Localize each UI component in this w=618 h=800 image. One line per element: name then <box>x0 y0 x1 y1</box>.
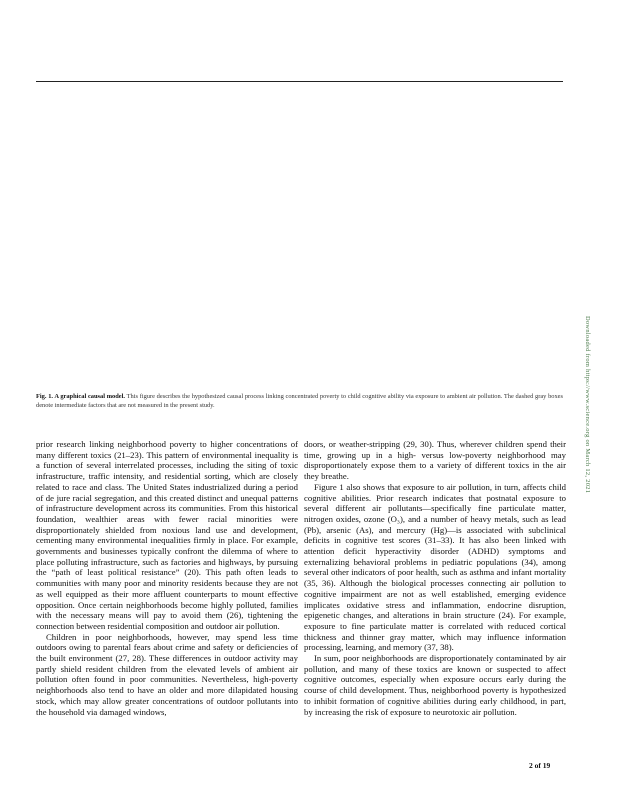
paragraph: In sum, poor neighborhoods are disproportionately contaminated by air pollution, and many of these toxics are known or suspected to affect cognitive outcomes, especially when exposure occurs early during the course of child development. Thus, neighborhood poverty is hypothesized to inhibit formation of cognitive abilities during early childhood, in part, by increasing the risk of exposure to neurotoxic air pollution. <box>304 653 566 717</box>
paragraph: doors, or weather-stripping (29, 30). Thus, wherever children spend their time, growing up in a high- versus low-poverty neighborhood may disproportionately expose them to a variety of different toxics in the air they breathe. <box>304 439 566 482</box>
left-column <box>36 439 298 717</box>
paragraph: Children in poor neighborhoods, however, may spend less time outdoors owing to parental fears about crime and safety or deficiencies of the built environment (27, 28). These differences in outdoor activity may partly shield resident children from the elevated levels of ambient air pollution often found in poor communities. Nevertheless, high-poverty neighborhoods also tend to have an older and more dilapidated housing stock, which may allow greater concentrations of outdoor pollutants into the household via damaged windows, <box>36 631 298 717</box>
paragraph: prior research linking neighborhood poverty to higher concentrations of many different toxics (21–23). This pattern of environmental inequality is a function of several interrelated processes, including the siting of toxic infrastructure, traffic intensity, and residential sorting, which are closely related to race and class. The United States industrialized during a period of de jure racial segregation, and this created distinct and unequal patterns of infrastructure development across its communities. From this historical foundation, wealthier areas with fewer racial minorities were disproportionately shielded from noxious land use and development, cementing many environmental inequalities firmly in place. For example, governments and businesses typically confront the dilemma of where to place polluting infrastructure, such as factories and highways, by pursuing the “path of least political resistance” (20). This path often leads to communities with many poor and minority residents because they are not as well equipped as their more affluent counterparts to mount effective opposition. Once certain neighborhoods become highly polluted, families with the necessary means will pay to avoid them (26), tightening the connection between residential composition and outdoor air pollution. <box>36 439 298 631</box>
caption-text: This figure describes the hypothesized causal process linking concentrated poverty to child cognitive ability via exposure to ambient air pollution. The dashed gray boxes denote intermediate factors that are not measured in the present study. <box>36 393 563 409</box>
right-column <box>304 439 566 717</box>
download-side-note[interactable]: Downloaded from https://www.science.org on March 12, 2021 <box>584 316 591 494</box>
figure-caption <box>36 392 563 410</box>
paragraph: Figure 1 also shows that exposure to air pollution, in turn, affects child cognitive abilities. Prior research indicates that postnatal exposure to several different air pollutants—specifically fine particulate matter, nitrogen oxides, ozone (O₃), and a number of heavy metals, such as lead (Pb), arsenic (As), and mercury (Hg)—is associated with subclinical deficits in cognitive test scores (31–33). It has also been linked with attention deficit hyperactivity disorder (ADHD) symptoms and externalizing behavioral problems in pediatric populations (34), among several other indicators of poor health, such as asthma and infant mortality (35, 36). Although the biological processes connecting air pollution to cognitive impairment are not as well established, emerging evidence implicates oxidative stress and inflammation, endocrine disruption, epigenetic changes, and alterations in brain structure (24). For example, exposure to fine particulate matter is correlated with reduced cortical thickness and thinner gray matter, which may influence information processing, learning, and memory (37, 38). <box>304 481 566 653</box>
top-rule <box>36 81 563 82</box>
caption-label: Fig. 1. A graphical causal model. <box>36 393 126 400</box>
page-number: 2 of 19 <box>529 761 551 770</box>
figure-area <box>36 86 563 386</box>
